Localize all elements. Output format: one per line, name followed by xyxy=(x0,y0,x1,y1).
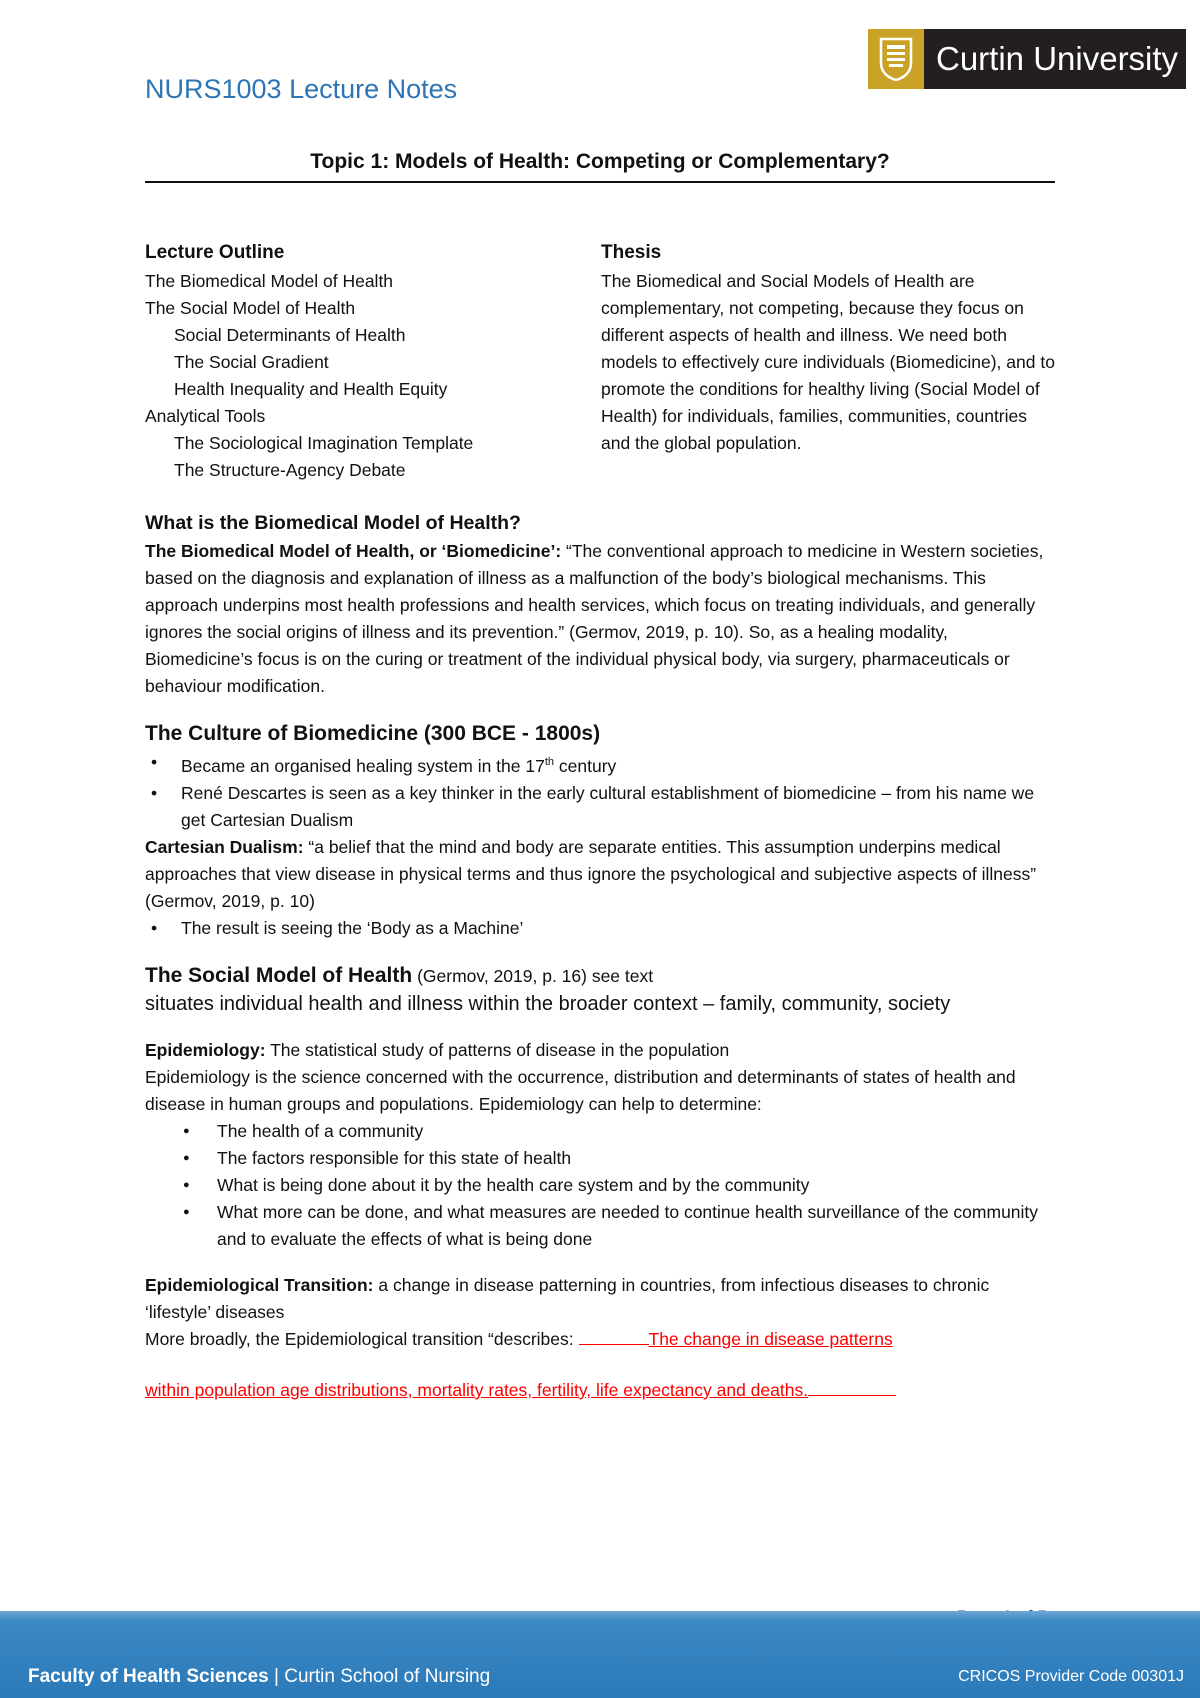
topic-title: Topic 1: Models of Health: Competing or Complementary? xyxy=(145,150,1055,183)
list-item: • The result is seeing the ‘Body as a Machine’ xyxy=(145,915,1055,942)
list-item xyxy=(145,749,1055,780)
list-item: ● What is being done about it by the health care system and by the community xyxy=(145,1172,1055,1199)
outline-subitem: The Structure-Agency Debate xyxy=(174,460,406,480)
social-heading-line xyxy=(145,961,1055,991)
outline-subitem: Health Inequality and Health Equity xyxy=(174,379,448,399)
biomedical-heading: What is the Biomedical Model of Health? xyxy=(145,512,521,534)
epidemiology-text: Epidemiology is the science concerned with the occurrence, distribution and determinants of states of health and disease in human groups and populations. Epidemiology can help to determine: xyxy=(145,1066,1016,1114)
outline-item: The Social Model of Health xyxy=(145,298,356,318)
intro-columns xyxy=(145,238,1055,484)
dualism-definition xyxy=(145,834,1055,915)
culture-list-2 xyxy=(145,915,1055,942)
epidemiology-definition xyxy=(145,1037,1055,1064)
document-body xyxy=(145,238,1055,1404)
list-item: • René Descartes is seen as a key thinker in the early cultural establishment of biomedicine – from his name we get Cartesian Dualism xyxy=(145,780,1055,834)
list-item: ● The health of a community xyxy=(145,1118,1055,1145)
biomedical-text: “The conventional approach to medicine in Western societies, based on the diagnosis and explanation of illness as a malfunction of the body’s biological mechanisms. This approach underpins most health professions and health services, which focus on treating individuals, and generally ignores the social origins of illness and its prevention.” (Germov, 2019, p. 10). So, as a healing modality, Biomedicine’s focus is on the curing or treatment of the individual physical body, via surgery, pharmaceuticals or behaviour modification. xyxy=(145,541,1044,696)
transition-line xyxy=(145,1326,1055,1353)
list-item: ● What more can be done, and what measures are needed to continue health surveillance of the community and to evaluate the effects of what is being done xyxy=(145,1199,1055,1253)
page-footer xyxy=(0,1611,1200,1698)
cricos-code: CRICOS Provider Code 00301J xyxy=(958,1668,1184,1685)
epidemiology-list xyxy=(145,1118,1055,1253)
superscript: th xyxy=(544,756,555,768)
document-title: NURS1003 Lecture Notes xyxy=(145,74,458,104)
biomedical-term: The Biomedical Model of Health, or ‘Biomedicine’: xyxy=(145,541,562,561)
footer-separator: | xyxy=(268,1666,285,1687)
social-summary: situates individual health and illness within the broader context – family, community, society xyxy=(145,992,951,1015)
outline-heading: Lecture Outline xyxy=(145,242,285,263)
epidemiology-def-text: The statistical study of patterns of disease in the population xyxy=(265,1039,730,1060)
answer-text-1: The change in disease patterns xyxy=(648,1328,893,1349)
shield-icon xyxy=(868,29,924,89)
transition-answer-line xyxy=(145,1377,1055,1404)
faculty-name: Faculty of Health Sciences xyxy=(28,1666,269,1687)
footer-faculty-line xyxy=(28,1666,490,1688)
epidemiology-term: Epidemiology: xyxy=(145,1039,266,1060)
social-citation: (Germov, 2019, p. 16) see text xyxy=(412,965,654,986)
thesis-text: The Biomedical and Social Models of Health are complementary, not competing, because they focus on different aspects of health and illness. We need both models to effectively cure individuals (Biomedicine), and to promote the conditions for healthy living (Social Model of Health) for individuals, families, communities, countries and the global population. xyxy=(601,271,1055,453)
list-item-text: Became an organised healing system in the 17 xyxy=(181,755,545,776)
culture-heading: The Culture of Biomedicine (300 BCE - 1800s) xyxy=(145,722,601,745)
dualism-text: “a belief that the mind and body are separate entities. This assumption underpins medical approaches that view disease in physical terms and thus ignore the psychological and subjective aspects of illness” (Germov, 2019, p. 10) xyxy=(145,836,1037,911)
outline-subitem: The Sociological Imagination Template xyxy=(174,433,474,453)
outline-item: The Biomedical Model of Health xyxy=(145,271,394,291)
dualism-term: Cartesian Dualism: xyxy=(145,836,304,857)
curtin-logo xyxy=(868,29,1186,89)
thesis xyxy=(601,238,1055,484)
list-item: ● The factors responsible for this state of health xyxy=(145,1145,1055,1172)
answer-blank xyxy=(579,1327,649,1345)
biomedical-definition xyxy=(145,538,1055,700)
logo-wordmark: Curtin University xyxy=(924,29,1186,89)
social-heading: The Social Model of Health xyxy=(145,963,413,987)
school-name: Curtin School of Nursing xyxy=(284,1666,491,1687)
lecture-outline xyxy=(145,238,601,484)
transition-definition xyxy=(145,1272,1055,1326)
culture-list xyxy=(145,749,1055,834)
transition-lead: More broadly, the Epidemiological transition “describes: xyxy=(145,1328,579,1349)
answer-text-2: within population age distributions, mortality rates, fertility, life expectancy and deaths. xyxy=(145,1379,809,1400)
outline-item: Analytical Tools xyxy=(145,406,266,426)
outline-subitem: The Social Gradient xyxy=(174,352,329,372)
transition-term: Epidemiological Transition: xyxy=(145,1274,374,1295)
answer-blank-end xyxy=(808,1378,896,1396)
transition-def-text: a change in disease patterning in countries, from infectious diseases to chronic ‘lifestyle’ diseases xyxy=(145,1274,990,1322)
list-item-text: century xyxy=(554,755,617,776)
outline-subitem: Social Determinants of Health xyxy=(174,325,406,345)
thesis-heading: Thesis xyxy=(601,242,662,263)
